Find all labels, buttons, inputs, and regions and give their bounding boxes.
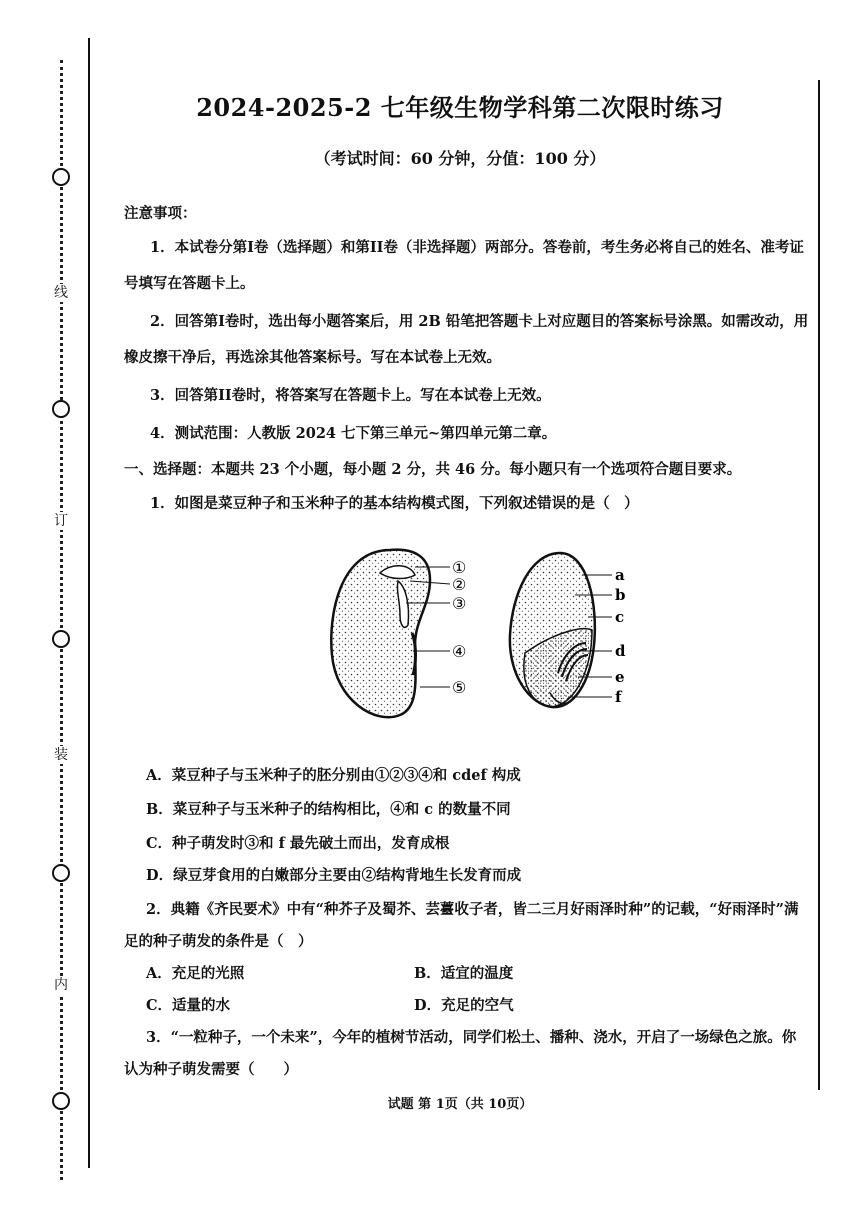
note-2-line-1: 2．回答第I卷时，选出每小题答案后，用 2B 铅笔把答题卡上对应题目的答案标号涂黑。如需改动，用: [150, 313, 809, 330]
corn-label-c: c: [615, 608, 625, 626]
corn-seed-diagram: [510, 553, 626, 707]
q1-option-a[interactable]: A．菜豆种子与玉米种子的胚分别由①②③④和 cdef 构成: [146, 767, 521, 784]
bean-seed-diagram: [331, 550, 466, 718]
bean-label-1: ①: [452, 558, 467, 577]
binding-circle: [52, 168, 70, 186]
binding-label-zhuang: 装: [54, 747, 68, 763]
corn-label-d: d: [615, 642, 626, 660]
note-1-line-2: 号填写在答题卡上。: [124, 275, 255, 292]
binding-label-ding: 订: [54, 513, 68, 529]
note-2-line-2: 橡皮擦干净后，再选涂其他答案标号。写在本试卷上无效。: [124, 349, 501, 366]
binding-dotted-line: [60, 60, 63, 1180]
note-4: 4．测试范围：人教版 2024 七下第三单元~第四单元第二章。: [150, 425, 557, 442]
binding-circle: [52, 864, 70, 882]
seed-structure-diagram: [320, 535, 640, 745]
q2-stem-line-1: 2．典籍《齐民要术》中有“种芥子及蜀芥、芸薹收子者，皆二三月好雨泽时种”的记载，“好雨泽时”满: [146, 901, 799, 918]
section-1-heading: 一、选择题：本题共 23 个小题，每小题 2 分，共 46 分。每小题只有一个选项符合题目要求。: [124, 461, 742, 478]
bean-label-3: ③: [452, 594, 467, 613]
binding-circle: [52, 400, 70, 418]
q2-option-b[interactable]: B．适宜的温度: [414, 965, 514, 982]
bean-label-5: ⑤: [452, 678, 467, 697]
corn-label-e: e: [615, 668, 625, 686]
binding-circle: [52, 630, 70, 648]
binding-circle: [52, 1092, 70, 1110]
notes-heading: 注意事项：: [124, 205, 197, 222]
exam-info: （考试时间：60 分钟，分值：100 分）: [314, 149, 606, 168]
note-1-line-1: 1．本试卷分第I卷（选择题）和第II卷（非选择题）两部分。答卷前，考生务必将自己的姓名、准考证: [150, 239, 804, 256]
q2-option-d[interactable]: D．充足的空气: [414, 997, 514, 1014]
bean-label-2: ②: [452, 575, 467, 594]
corn-label-f: f: [615, 688, 622, 706]
q3-stem-line-2: 认为种子萌发需要（ ）: [124, 1061, 298, 1078]
q1-stem: 1．如图是菜豆种子和玉米种子的基本结构模式图，下列叙述错误的是（ ）: [150, 495, 639, 512]
q3-stem-line-1: 3．“一粒种子，一个未来”，今年的植树节活动，同学们松土、播种、浇水，开启了一场绿色之旅。你: [146, 1029, 797, 1046]
right-border-rule: [818, 80, 820, 1090]
corn-label-b: b: [615, 586, 626, 604]
note-3: 3．回答第II卷时，将答案写在答题卡上。写在本试卷上无效。: [150, 387, 551, 404]
q2-option-a[interactable]: A．充足的光照: [146, 965, 245, 982]
bean-label-4: ④: [452, 642, 467, 661]
left-border-rule: [88, 38, 90, 1168]
binding-margin: [38, 60, 86, 1180]
binding-label-nei: 内: [54, 977, 68, 993]
binding-label-xian: 线: [54, 285, 68, 301]
corn-label-a: a: [615, 566, 625, 584]
q1-option-d[interactable]: D．绿豆芽食用的白嫩部分主要由②结构背地生长发育而成: [146, 867, 522, 884]
page-title: 2024-2025-2 七年级生物学科第二次限时练习: [196, 93, 724, 122]
q2-stem-line-2: 足的种子萌发的条件是（ ）: [124, 933, 313, 950]
q1-option-b[interactable]: B．菜豆种子与玉米种子的结构相比，④和 c 的数量不同: [146, 801, 511, 818]
q2-option-c[interactable]: C．适量的水: [146, 997, 231, 1014]
q1-option-c[interactable]: C．种子萌发时③和 f 最先破土而出，发育成根: [146, 835, 450, 852]
page-footer: 试题 第 1页（共 10页）: [387, 1097, 533, 1112]
